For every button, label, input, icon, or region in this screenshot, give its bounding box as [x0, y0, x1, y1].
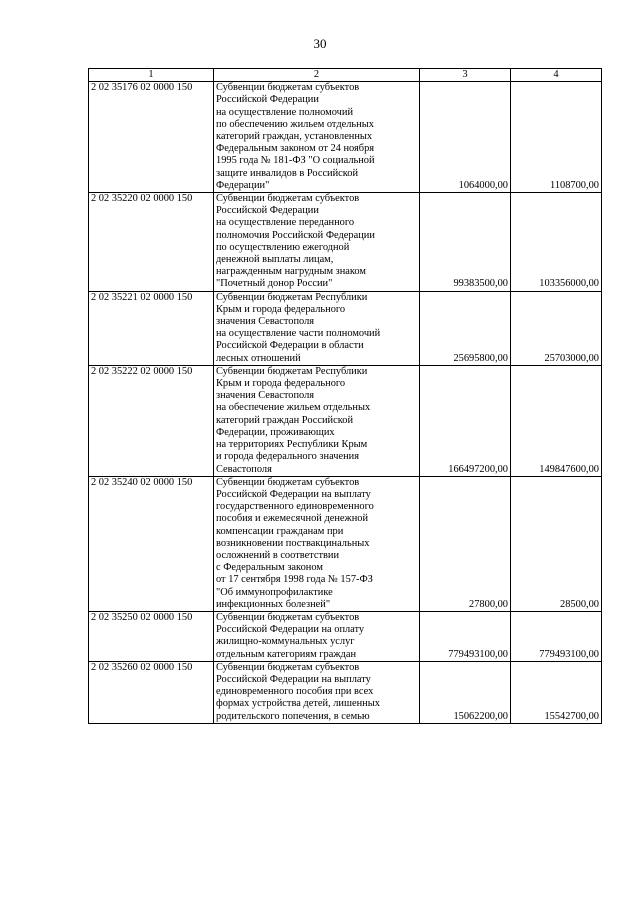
row-name-line: награжденным нагрудным знаком — [216, 266, 366, 278]
row-code: 2 02 35250 02 0000 150 — [89, 611, 214, 661]
table-body — [89, 69, 602, 724]
row-name-line: лесных отношений — [216, 352, 301, 364]
row-name-line: значения Севастополя — [216, 390, 315, 402]
header-col-4: 4 — [511, 69, 602, 82]
row-name-line: Субвенции бюджетам субъектов — [216, 193, 360, 205]
row-name-line: Субвенции бюджетам Республики — [216, 291, 368, 303]
row-col4-value: 25703000,00 — [511, 291, 602, 365]
row-name — [214, 291, 420, 365]
row-col3-value: 166497200,00 — [420, 365, 511, 476]
row-name — [214, 476, 420, 611]
row-name-line: на обеспечение жильем отдельных — [216, 402, 371, 414]
header-col-2: 2 — [214, 69, 420, 82]
budget-table — [88, 68, 602, 724]
row-col3-value: 25695800,00 — [420, 291, 511, 365]
row-name-line: по осуществлению ежегодной — [216, 241, 350, 253]
row-code: 2 02 35222 02 0000 150 — [89, 365, 214, 476]
row-name-line: Субвенции бюджетам Республики — [216, 365, 368, 377]
row-name — [214, 661, 420, 723]
row-name-line: осложнений в соответствии — [216, 549, 340, 561]
row-name-line: на осуществление части полномочий — [216, 328, 381, 340]
table-row — [89, 365, 602, 476]
row-name-line: на осуществление переданного — [216, 217, 355, 229]
table-row — [89, 82, 602, 193]
row-name-line: возникновении поствакцинальных — [216, 537, 370, 549]
table-row — [89, 661, 602, 723]
row-name — [214, 365, 420, 476]
row-name-line: родительского попечения, в семью — [216, 710, 370, 722]
table-header-row — [89, 69, 602, 82]
row-name-line: Субвенции бюджетам субъектов — [216, 82, 360, 94]
row-name-line: на осуществление полномочий — [216, 106, 354, 118]
row-col4-value: 149847600,00 — [511, 365, 602, 476]
row-name-line: Российской Федерации — [216, 94, 319, 106]
row-name-line: "Об иммунопрофилактике — [216, 586, 333, 598]
row-name-line: единовременного пособия при всех — [216, 686, 374, 698]
row-name-line: формах устройства детей, лишенных — [216, 698, 380, 710]
row-col3-value: 15062200,00 — [420, 661, 511, 723]
table-row — [89, 193, 602, 292]
row-name-line: Субвенции бюджетам субъектов — [216, 476, 360, 488]
row-name-line: на территориях Республики Крым — [216, 439, 368, 451]
row-name-line: с Федеральным законом — [216, 562, 323, 574]
row-code: 2 02 35221 02 0000 150 — [89, 291, 214, 365]
row-name-line: от 17 сентября 1998 года № 157-ФЗ — [216, 574, 373, 586]
table-row — [89, 611, 602, 661]
row-col3-value: 99383500,00 — [420, 193, 511, 292]
row-name-line: Федерации, проживающих — [216, 426, 335, 438]
row-name — [214, 193, 420, 292]
row-name — [214, 611, 420, 661]
row-code: 2 02 35240 02 0000 150 — [89, 476, 214, 611]
table-row — [89, 291, 602, 365]
row-name-line: категорий граждан Российской — [216, 414, 354, 426]
row-name-line: категорий граждан, установленных — [216, 131, 373, 143]
row-col4-value: 15542700,00 — [511, 661, 602, 723]
row-name-line: Федеральным законом от 24 ноября — [216, 143, 375, 155]
header-col-3: 3 — [420, 69, 511, 82]
row-name-line: жилищно-коммунальных услуг — [216, 636, 355, 648]
row-name-line: Российской Федерации на оплату — [216, 624, 365, 636]
row-name-line: полномочия Российской Федерации — [216, 229, 375, 241]
row-name-line: отдельным категориям граждан — [216, 648, 356, 660]
row-name-line: защите инвалидов в Российской — [216, 167, 359, 179]
row-name-line: Российской Федерации на выплату — [216, 673, 371, 685]
row-name-line: компенсации гражданам при — [216, 525, 344, 537]
row-code: 2 02 35260 02 0000 150 — [89, 661, 214, 723]
row-col4-value: 28500,00 — [511, 476, 602, 611]
table-row — [89, 476, 602, 611]
row-col4-value: 779493100,00 — [511, 611, 602, 661]
row-name-line: значения Севастополя — [216, 316, 315, 328]
page-number: 30 — [313, 36, 327, 51]
row-name-line: по обеспечению жильем отдельных — [216, 118, 374, 130]
row-name-line: Крым и города федерального — [216, 378, 346, 390]
row-col4-value: 103356000,00 — [511, 193, 602, 292]
row-name — [214, 82, 420, 193]
row-col3-value: 1064000,00 — [420, 82, 511, 193]
row-name-line: 1995 года № 181-ФЗ "О социальной — [216, 155, 375, 167]
row-col3-value: 27800,00 — [420, 476, 511, 611]
row-name-line: Севастополя — [216, 463, 272, 475]
row-col4-value: 1108700,00 — [511, 82, 602, 193]
row-name-line: пособия и ежемесячной денежной — [216, 513, 369, 525]
row-name-line: Российской Федерации в области — [216, 340, 364, 352]
row-name-line: денежной выплаты лицам, — [216, 254, 334, 266]
row-name-line: Федерации" — [216, 179, 270, 191]
row-name-line: Российской Федерации — [216, 205, 319, 217]
row-name-line: Субвенции бюджетам субъектов — [216, 661, 360, 673]
row-name-line: Крым и города федерального — [216, 303, 346, 315]
row-name-line: Субвенции бюджетам субъектов — [216, 611, 360, 623]
header-col-1: 1 — [89, 69, 214, 82]
row-name-line: и города федерального значения — [216, 451, 360, 463]
row-name-line: "Почетный донор России" — [216, 278, 333, 290]
row-col3-value: 779493100,00 — [420, 611, 511, 661]
row-code: 2 02 35176 02 0000 150 — [89, 82, 214, 193]
row-name-line: Российской Федерации на выплату — [216, 488, 371, 500]
row-name-line: государственного единовременного — [216, 501, 374, 513]
row-code: 2 02 35220 02 0000 150 — [89, 193, 214, 292]
row-name-line: инфекционных болезней" — [216, 598, 331, 610]
